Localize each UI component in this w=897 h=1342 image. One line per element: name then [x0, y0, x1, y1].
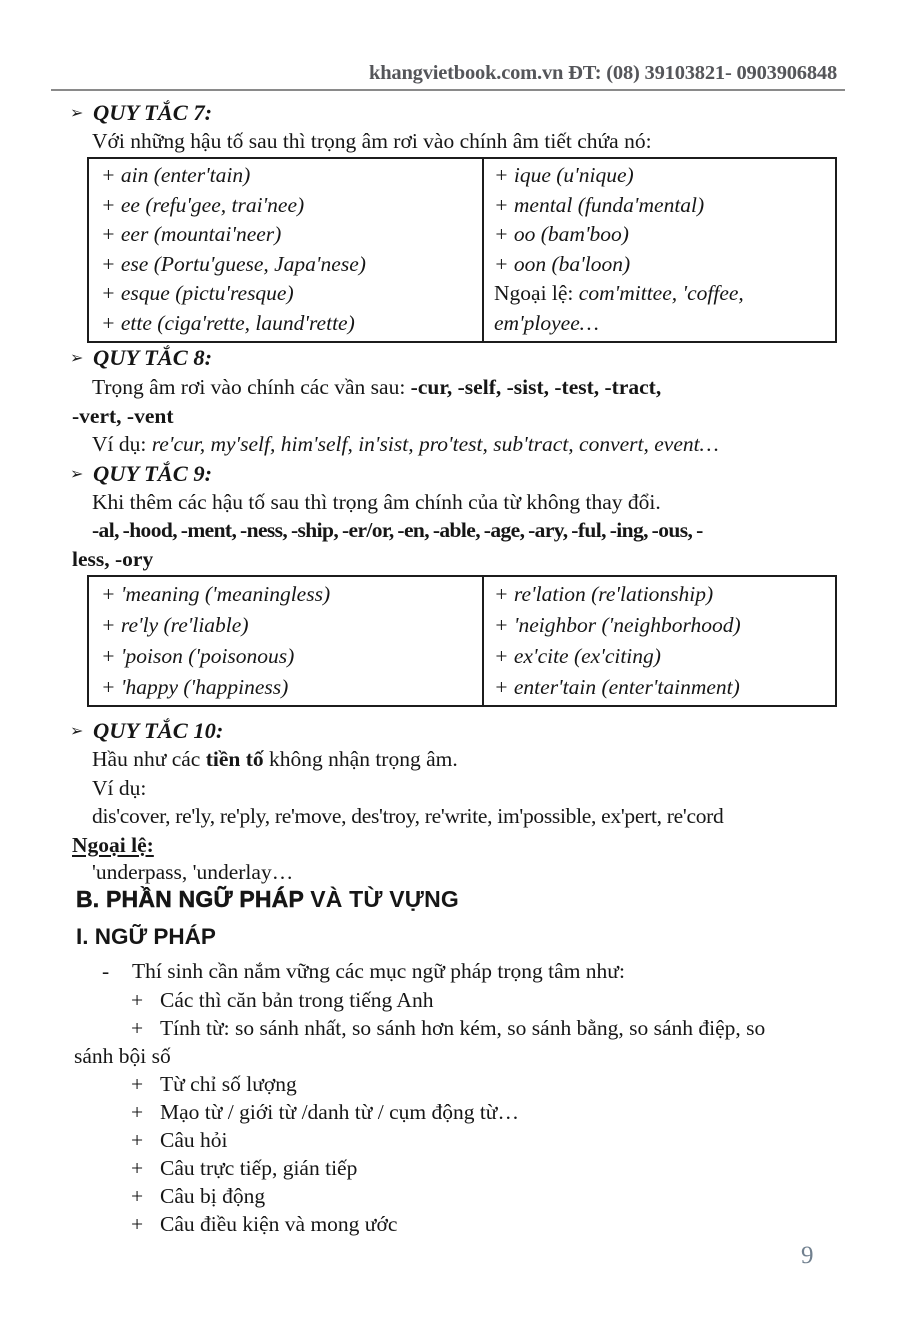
- rule10-exception-words: 'underpass, 'underlay…: [92, 860, 294, 884]
- header-contact: khangvietbook.com.vn ĐT: (08) 39103821- 0903906848: [369, 62, 837, 84]
- exception-label: Ngoại lệ:: [494, 281, 574, 306]
- grammar-item: [131, 1155, 357, 1182]
- exception-examples: com'mittee, 'coffee,: [578, 281, 744, 306]
- rule9-suffix-list: -al, -hood, -ment, -ness, -ship, -er/or, -en, -able, -age, -ary, -ful, -ing, -ous, -: [92, 518, 703, 542]
- page-number: 9: [801, 1242, 814, 1269]
- rule7-title: QUY TẮC 7:: [93, 100, 213, 125]
- rule8-suffixes-cont: -vert, -vent: [72, 404, 174, 428]
- rule9-intro: Khi thêm các hậu tố sau thì trọng âm chính của từ không thay đổi.: [92, 490, 661, 514]
- table-cell: + ique (u'nique): [494, 163, 634, 187]
- table-cell: + ette (ciga'rette, laund'rette): [101, 310, 355, 335]
- table-cell: + enter'tain (enter'tainment): [494, 675, 740, 699]
- rule10-example-words: dis'cover, re'ly, re'ply, re'move, des'troy, re'write, im'possible, ex'pert, re'cord: [92, 804, 724, 828]
- rule9-table-left-column: [89, 577, 484, 705]
- table-cell: + 'happy ('happiness): [101, 675, 289, 699]
- section-b-strong: B. PHẦN NGỮ PHÁP: [76, 886, 304, 912]
- grammar-item: [131, 1071, 297, 1098]
- table-cell: + 'poison ('poisonous): [101, 644, 295, 668]
- grammar-item-text: Câu điều kiện và mong ước: [160, 1212, 398, 1236]
- rule7-heading: [70, 99, 212, 126]
- grammar-item-text: Câu trực tiếp, gián tiếp: [160, 1156, 358, 1180]
- table-cell: + esque (pictu'resque): [101, 281, 294, 306]
- rule9-example-table: [87, 575, 837, 707]
- plus-bullet: +: [131, 1100, 144, 1124]
- table-cell: + re'lation (re'lationship): [494, 582, 714, 606]
- section-i-heading: I. NGỮ PHÁP: [76, 924, 216, 949]
- arrow-bullet-icon: ➢: [70, 348, 84, 367]
- rule10-example-label: Ví dụ:: [92, 776, 147, 800]
- grammar-intro: [102, 958, 625, 985]
- table-cell: + oo (bam'boo): [494, 222, 629, 247]
- section-b-rest: VÀ TỪ VỰNG: [310, 886, 459, 912]
- rule10-heading: [70, 717, 223, 744]
- table-cell: + eer (mountai'neer): [101, 222, 282, 247]
- rule10-text-post: không nhận trọng âm.: [263, 747, 458, 771]
- table-cell: + 'neighbor ('neighborhood): [494, 613, 741, 637]
- grammar-item-text: Các thì căn bản trong tiếng Anh: [160, 988, 434, 1012]
- plus-bullet: +: [131, 1072, 144, 1096]
- table-cell: + 'meaning ('meaningless): [101, 582, 331, 606]
- rule8-intro-text: Trọng âm rơi vào chính các vần sau:: [92, 375, 411, 399]
- rule7-table-right-column: [484, 159, 835, 341]
- arrow-bullet-icon: ➢: [70, 721, 84, 740]
- table-cell: + ex'cite (ex'citing): [494, 644, 661, 668]
- rule8-example: [92, 431, 719, 458]
- table-cell: + mental (funda'mental): [494, 192, 705, 217]
- grammar-item-continuation: sánh bội số: [74, 1044, 171, 1068]
- header-divider: [51, 89, 845, 91]
- grammar-item: [131, 1211, 397, 1238]
- rule8-heading: [70, 344, 212, 371]
- grammar-intro-text: Thí sinh cần nắm vững các mục ngữ pháp trọng tâm như:: [132, 959, 625, 983]
- rule10-keyword: tiền tố: [205, 747, 264, 771]
- rule10-exception-label: Ngoại lệ:: [72, 833, 154, 857]
- rule10-statement: [92, 746, 458, 773]
- rule7-suffix-table: [87, 157, 837, 343]
- grammar-item: [131, 1099, 519, 1126]
- rule7-intro: Với những hậu tố sau thì trọng âm rơi vào chính âm tiết chứa nó:: [92, 129, 652, 153]
- rule10-text-pre: Hầu như các: [92, 747, 206, 771]
- rule8-suffixes: -cur, -self, -sist, -test, -tract,: [410, 375, 662, 399]
- table-cell: + re'ly (re'liable): [101, 613, 249, 637]
- example-words: re'cur, my'self, him'self, in'sist, pro'test, sub'tract, convert, event…: [151, 432, 719, 456]
- table-cell: + ain (enter'tain): [101, 163, 251, 187]
- grammar-item-text: Tính từ: so sánh nhất, so sánh hơn kém, so sánh bằng, so sánh điệp, so: [160, 1016, 766, 1040]
- plus-bullet: +: [131, 1128, 144, 1152]
- table-cell: + ee (refu'gee, trai'nee): [101, 192, 305, 217]
- dash-bullet: -: [102, 959, 110, 983]
- section-b-heading: [76, 886, 459, 913]
- example-label: Ví dụ:: [92, 432, 152, 456]
- table-cell: + ese (Portu'guese, Japa'nese): [101, 251, 366, 276]
- plus-bullet: +: [131, 1212, 144, 1236]
- grammar-item: [131, 1127, 227, 1154]
- arrow-bullet-icon: ➢: [70, 103, 84, 122]
- table-cell-exception: [494, 279, 835, 309]
- grammar-item: [131, 1183, 265, 1210]
- rule8-intro: [92, 374, 661, 401]
- grammar-item: [131, 987, 433, 1014]
- rule9-suffix-list-cont: less, -ory: [72, 547, 154, 571]
- grammar-item-text: Từ chỉ số lượng: [160, 1072, 297, 1096]
- grammar-item: [131, 1015, 765, 1042]
- rule7-table-left-column: [89, 159, 484, 341]
- rule9-title: QUY TẮC 9:: [93, 461, 213, 486]
- rule10-title: QUY TẮC 10:: [93, 718, 224, 743]
- table-cell: + oon (ba'loon): [494, 251, 631, 276]
- plus-bullet: +: [131, 988, 144, 1012]
- grammar-item-text: Câu bị động: [160, 1184, 266, 1208]
- grammar-item-text: Câu hỏi: [160, 1128, 228, 1152]
- plus-bullet: +: [131, 1156, 144, 1180]
- rule8-title: QUY TẮC 8:: [93, 345, 213, 370]
- arrow-bullet-icon: ➢: [70, 464, 84, 483]
- rule9-heading: [70, 460, 212, 487]
- rule9-table-right-column: [484, 577, 835, 705]
- table-cell-exception-cont: em'ployee…: [494, 310, 599, 335]
- plus-bullet: +: [131, 1184, 144, 1208]
- plus-bullet: +: [131, 1016, 144, 1040]
- grammar-item-text: Mạo từ / giới từ /danh từ / cụm động từ…: [160, 1100, 519, 1124]
